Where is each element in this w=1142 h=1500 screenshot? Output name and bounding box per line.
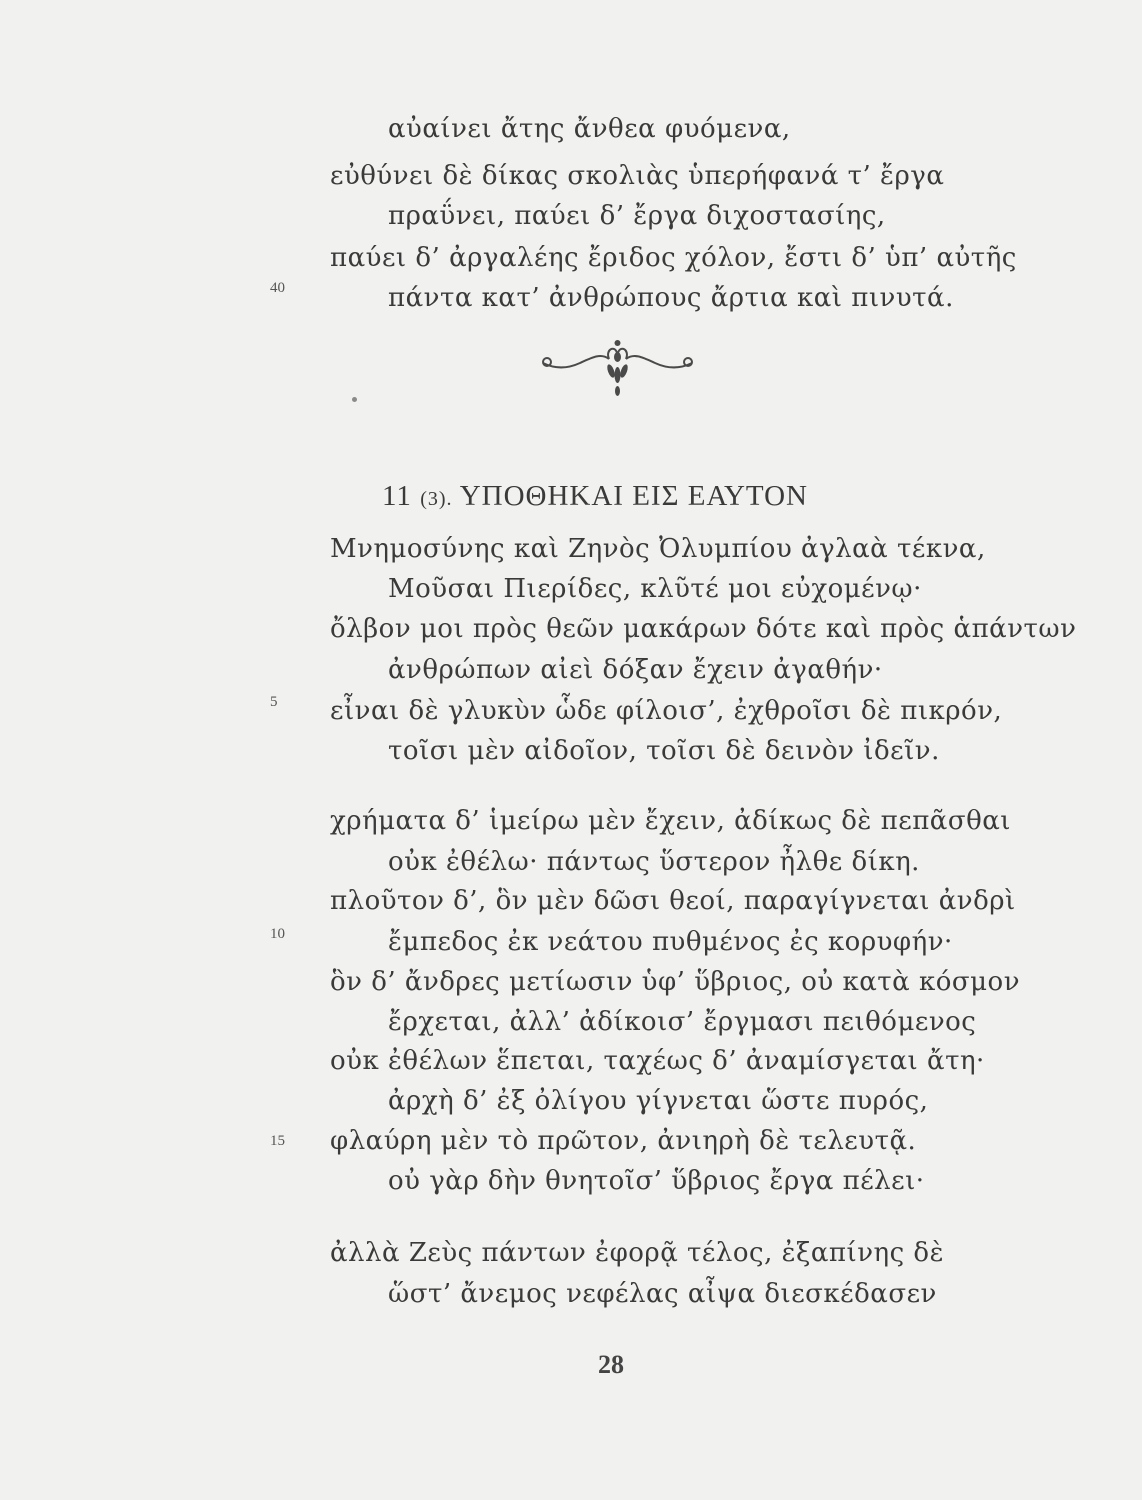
verse-line: εὐθύνει δὲ δίκας σκολιὰς ὑπερήφανά τ’ ἔργα [330,161,945,191]
verse-line: Μοῦσαι Πιερίδες, κλῦτέ μοι εὐχομένῳ· [388,574,922,604]
verse-line: παύει δ’ ἀργαλέης ἔριδος χόλον, ἔστι δ’ ὑπ’ αὐτῆς [330,243,1017,273]
verse-line: ὄλβον μοι πρὸς θεῶν μακάρων δότε καὶ πρὸς ἁπάντων [330,614,1077,644]
verse-line: ἀρχὴ δ’ ἐξ ὀλίγου γίγνεται ὥστε πυρός, [388,1086,929,1116]
verse-line: ἔμπεδος ἐκ νεάτου πυθμένος ἐς κορυφήν· [388,927,953,957]
verse-line: τοῖσι μὲν αἰδοῖον, τοῖσι δὲ δεινὸν ἰδεῖν. [388,736,940,766]
verse-line: οὐκ ἐθέλων ἕπεται, ταχέως δ’ ἀναμίσγεται ἄτη· [330,1046,985,1076]
verse-line: ὃν δ’ ἄνδρες μετίωσιν ὑφ’ ὕβριος, οὐ κατὰ κόσμον [330,967,1021,997]
verse-line: πλοῦτον δ’, ὃν μὲν δῶσι θεοί, παραγίγνεται ἀνδρὶ [330,886,1016,916]
verse-line: ὥστ’ ἄνεμος νεφέλας αἶψα διεσκέδασεν [388,1279,937,1309]
flourish-ornament-icon [535,335,700,405]
poem-heading: ΥΠΟΘΗΚΑΙ ΕΙΣ ΕΑΥΤΟΝ [459,480,808,512]
line-number: 5 [270,694,278,710]
page-number: 28 [598,1350,624,1379]
verse-line: ἀλλὰ Ζεὺς πάντων ἐφορᾷ τέλος, ἐξαπίνης δὲ [330,1238,945,1268]
verse-line: πάντα κατ’ ἀνθρώπους ἄρτια καὶ πινυτά. [388,283,954,313]
verse-line: αὐαίνει ἄτης ἄνθεα φυόμενα, [388,114,791,144]
verse-line: φλαύρη μὲν τὸ πρῶτον, ἀνιηρὴ δὲ τελευτᾷ. [330,1126,917,1156]
verse-line: ἔρχεται, ἀλλ’ ἀδίκοισ’ ἔργμασι πειθόμενος [388,1007,977,1037]
line-number: 10 [270,926,285,942]
poem-sub-number: (3). [420,488,453,510]
poem-number: 11 [382,480,412,512]
verse-line: οὐκ ἐθέλω· πάντως ὕστερον ἦλθε δίκη. [388,847,920,877]
verse-line: χρήματα δ’ ἱμείρω μὲν ἔχειν, ἀδίκως δὲ πεπᾶσθαι [330,806,1012,836]
verse-line: εἶναι δὲ γλυκὺν ὧδε φίλοισ’, ἐχθροῖσι δὲ πικρόν, [330,696,1003,726]
verse-line: ἀνθρώπων αἰεὶ δόξαν ἔχειν ἀγαθήν· [388,655,883,685]
poem-title [382,476,808,519]
verse-line: Μνημοσύνης καὶ Ζηνὸς Ὀλυμπίου ἀγλαὰ τέκνα, [330,534,986,564]
line-number: 40 [270,280,285,296]
verse-line: πραΰνει, παύει δ’ ἔργα διχοστασίης, [388,201,886,231]
verse-line: οὐ γὰρ δὴν θνητοῖσ’ ὕβριος ἔργα πέλει· [388,1166,925,1196]
line-number: 15 [270,1133,285,1149]
ink-speck [352,397,357,402]
